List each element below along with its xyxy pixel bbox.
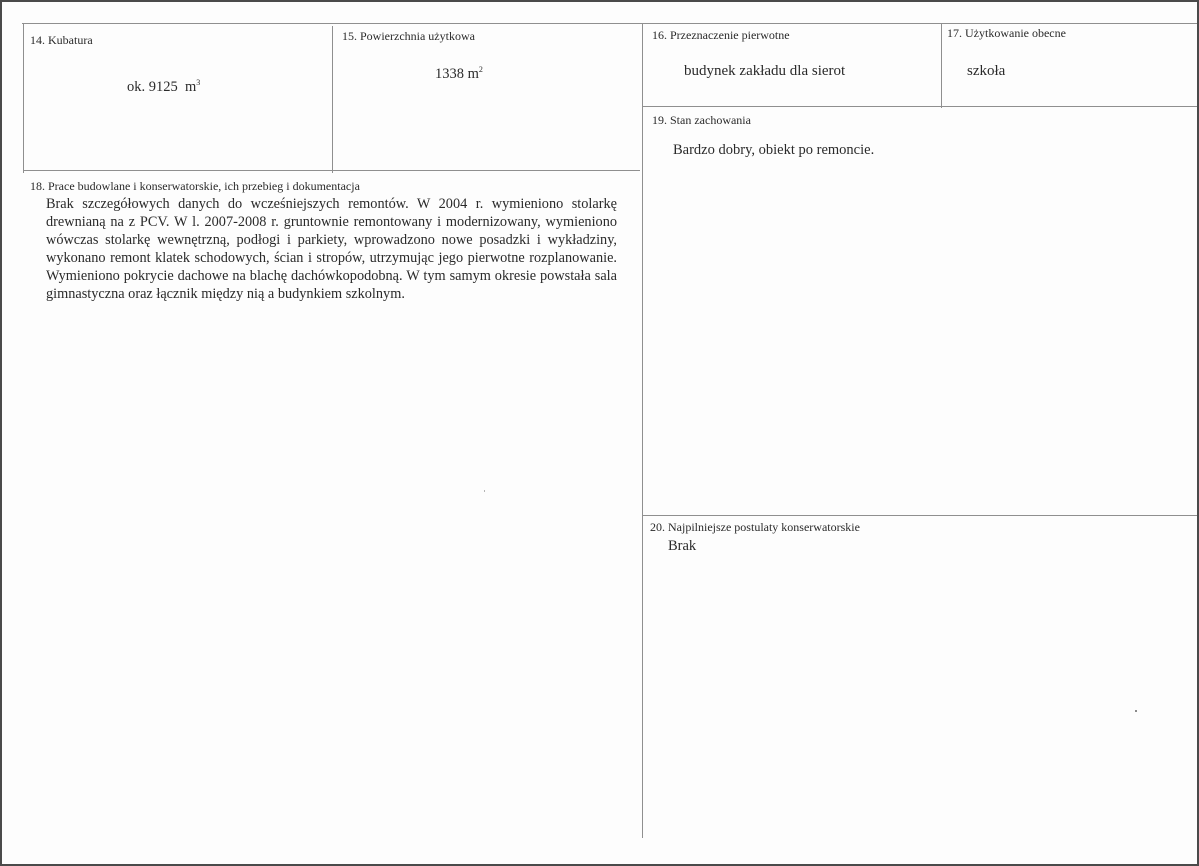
field-20-value: Brak: [668, 538, 697, 554]
field-16-label: 16. Przeznaczenie pierwotne: [652, 28, 790, 42]
divider-16-17: [941, 23, 942, 108]
field-19-value: Bardzo dobry, obiekt po remoncie.: [673, 142, 875, 158]
field-18-label: 18. Prace budowlane i konserwatorskie, ich przebieg i dokumentacja: [30, 179, 360, 193]
left-border: [23, 23, 24, 173]
field-17-value: szkoła: [967, 63, 1006, 79]
top-border: [22, 23, 1197, 24]
field-20-label: 20. Najpilniejsze postulaty konserwatorskie: [650, 520, 860, 534]
divider-left-right: [642, 23, 643, 838]
divider-row-20: [642, 515, 1197, 516]
field-18-text: Brak szczegółowych danych do wcześniejszych remontów. W 2004 r. wymieniono stolarkę drewnianą na z PCV. W l. 2007-2008 r. gruntownie remontowany i modernizowany, wymieniono wówczas stolarkę wewnętrzną, podłogi i parkiety, wprowadzono nowe posadzki i wykładziny, wykonano remont klatek schodowych, ścian i stropów, utrzymując jego pierwotne rozplanowanie. Wymieniono pokrycie dachowe na blachę dachówkopodobną. W tym samym okresie powstała sala gimnastyczna oraz łącznik między nią a budynkiem szkolnym.: [46, 196, 617, 302]
field-15-value: [435, 66, 483, 83]
volume-unit-exponent: 3: [196, 78, 201, 88]
field-16-value: budynek zakładu dla sierot: [684, 63, 846, 79]
volume-unit: m: [185, 79, 197, 95]
area-unit: m: [467, 66, 479, 82]
field-19-label: 19. Stan zachowania: [652, 113, 751, 127]
divider-14-15: [332, 26, 333, 173]
field-17-label: 17. Użytkowanie obecne: [947, 26, 1066, 40]
area-value: 1338: [435, 66, 464, 82]
scan-speck: [484, 490, 485, 492]
form-sheet: [2, 2, 1197, 864]
scan-speck: [1135, 710, 1137, 712]
divider-row-18: [23, 170, 640, 171]
area-unit-exponent: 2: [478, 65, 483, 75]
field-14-label: 14. Kubatura: [30, 33, 93, 47]
field-14-value: [127, 79, 200, 96]
field-15-label: 15. Powierzchnia użytkowa: [342, 29, 475, 43]
volume-value: ok. 9125: [127, 79, 178, 95]
divider-row-19: [642, 106, 1197, 107]
